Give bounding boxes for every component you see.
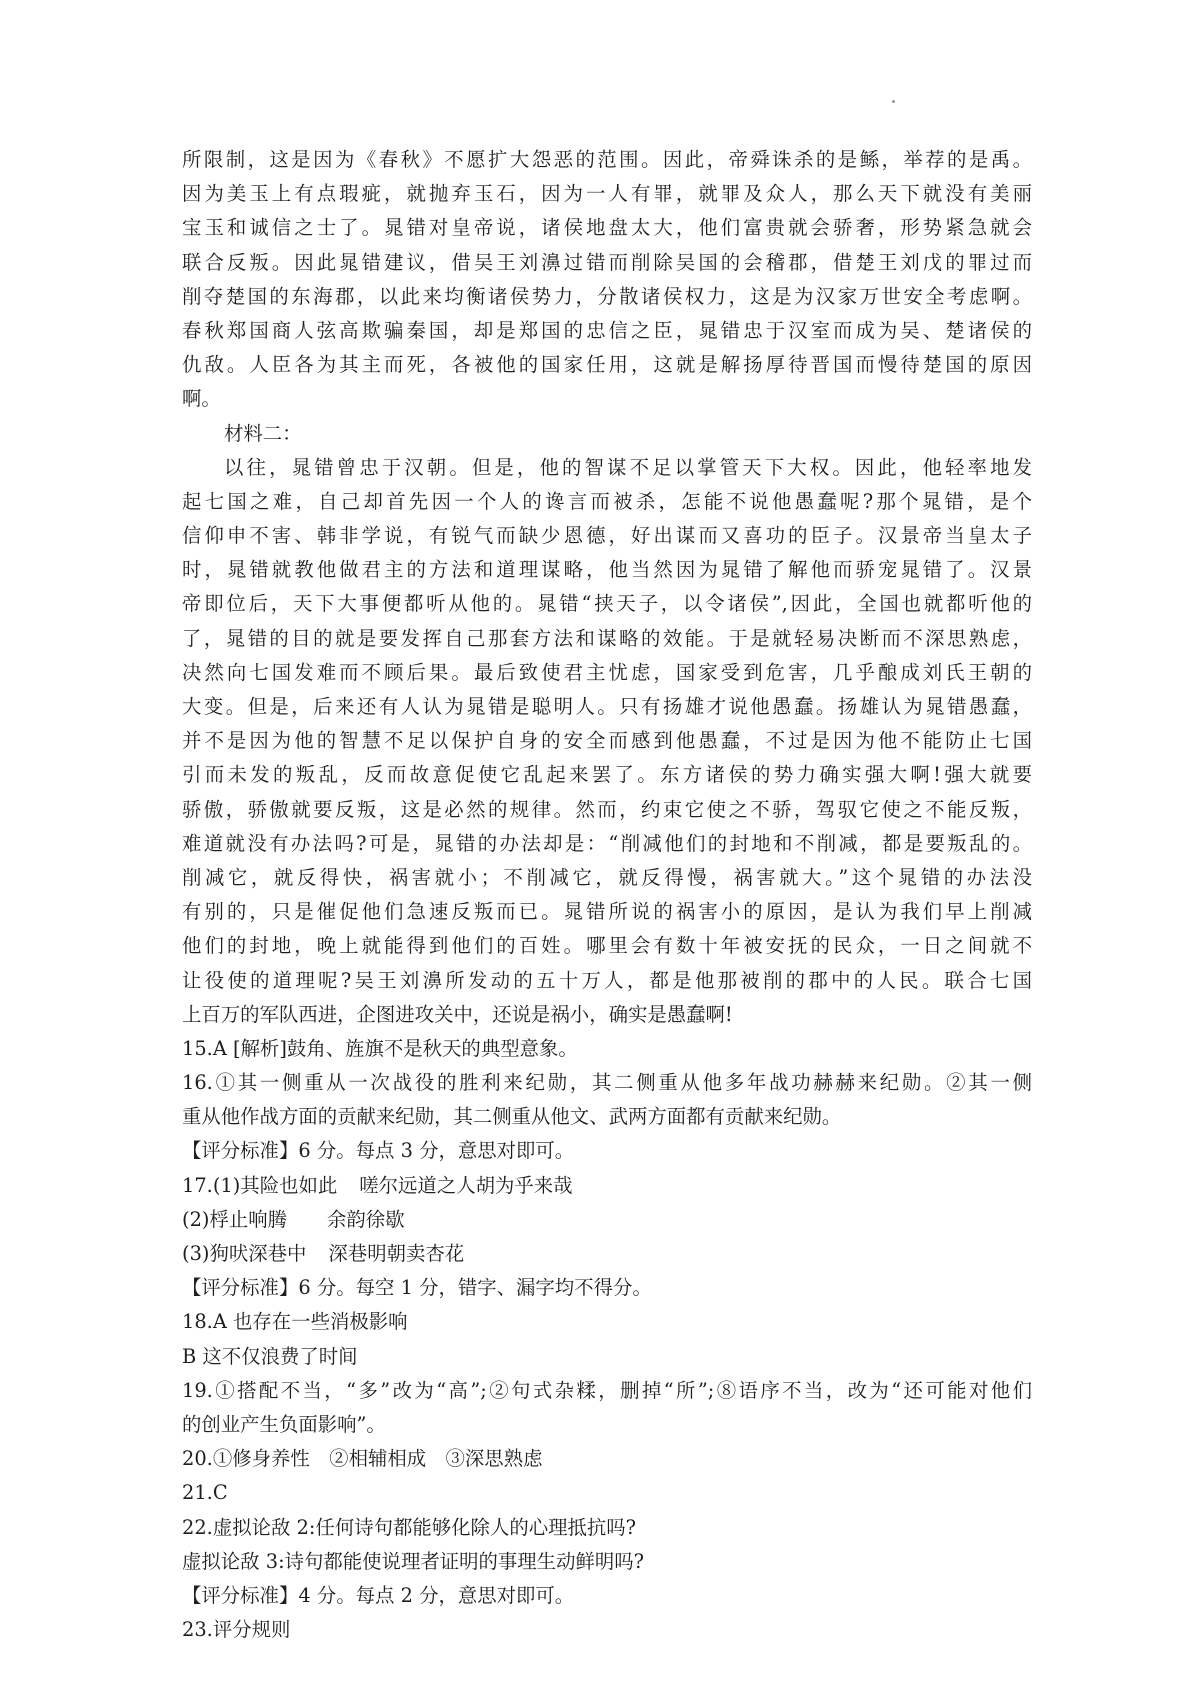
text-line: 他们的封地，晚上就能得到他们的百姓。哪里会有数十年被安抚的民众，一日之间就不: [182, 934, 1032, 958]
text-line: 让役使的道理呢?吴王刘濞所发动的五十万人，都是他那被削的郡中的人民。联合七国: [182, 968, 1032, 992]
text-line: 了，晁错的目的就是要发挥自己那套方法和谋略的效能。于是就轻易决断而不深思熟虑，: [182, 626, 1032, 650]
answer-17-2: [182, 1203, 1032, 1237]
answer-22-line: 22.虚拟论敌 2:任何诗句都能够化除人的心理抵抗吗?: [182, 1515, 637, 1539]
material-one-paragraph: [182, 143, 1032, 417]
text-line: 所限制，这是因为《春秋》不愿扩大怨恶的范围。因此，帝舜诛杀的是鲧，举荐的是禹。: [182, 148, 1032, 171]
material-two-paragraph: [182, 451, 1032, 1032]
text-line: 引而未发的叛乱，反而故意促使它乱起来罢了。东方诸侯的势力确实强大啊!强大就要: [182, 763, 1032, 787]
answer-17-scoring: 【评分标准】6 分。每空 1 分，错字、漏字均不得分。: [182, 1276, 652, 1300]
answer-17-2a: (2)桴止响腾: [182, 1207, 288, 1231]
answer-23: 23.评分规则: [182, 1618, 291, 1642]
material-two-heading: 材料二：: [224, 421, 302, 445]
answer-17-1: [182, 1169, 1032, 1203]
text-line: 有别的，只是催促他们急速反叛而已。晁错所说的祸害小的原因，是认为我们早上削减: [182, 900, 1032, 924]
text-line: 并不是因为他的智慧不足以保护自身的安全而感到他愚蠢，不过是因为他不能防止七国: [182, 729, 1032, 753]
text-line: 难道就没有办法吗?可是，晁错的办法却是：“削减他们的封地和不削减，都是要叛乱的。: [182, 831, 1032, 855]
text-line: 决然向七国发难而不顾后果。最后致使君主忧虑，国家受到危害，几乎酿成刘氏王朝的: [182, 660, 1032, 684]
answer-15: 15.A [解析]鼓角、旌旗不是秋天的典型意象。: [182, 1036, 578, 1060]
answer-17-3b: 深巷明朝卖杏花: [328, 1242, 465, 1265]
text-line: 骄傲，骄傲就要反叛，这是必然的规律。然而，约束它使之不骄，驾驭它使之不能反叛，: [182, 797, 1032, 821]
text-line: 起七国之难，自己却首先因一个人的谗言而被杀，怎能不说他愚蠢呢?那个晁错，是个: [182, 489, 1032, 513]
answer-17-1a: 17.(1)其险也如此: [182, 1173, 338, 1197]
text-line: 削减它，就反得快，祸害就小；不削减它，就反得慢，祸害就大。”这个晁错的办法没: [182, 865, 1032, 889]
text-line: 信仰申不害、韩非学说，有锐气而缺少恩德，好出谋而又喜功的臣子。汉景帝当皇太子: [182, 524, 1032, 548]
text-line: 上百万的军队西进，企图进攻关中，还说是祸小，确实是愚蠢啊!: [182, 1002, 733, 1026]
answer-16-line: 重从他作战方面的贡献来纪勋，其二侧重从他文、武两方面都有贡献来纪勋。: [182, 1105, 842, 1129]
answer-19-line: 的创业产生负面影响”。: [182, 1412, 386, 1436]
text-line: 宝玉和诚信之士了。晁错对皇帝说，诸侯地盘太大，他们富贵就会骄奢，形势紧急就会: [182, 216, 1032, 240]
answer-20: 20.①修身养性 ②相辅相成 ③深思熟虑: [182, 1447, 543, 1471]
text-line: 联合反叛。因此晁错建议，借吴王刘濞过错而削除吴国的会稽郡，借楚王刘戊的罪过而: [182, 250, 1032, 274]
answer-17-3a: (3)狗吠深巷中: [182, 1242, 307, 1265]
answer-18-a: 18.A 也存在一些消极影响: [182, 1310, 408, 1334]
answer-17-1b: 嗟尔远道之人胡为乎来哉: [359, 1173, 573, 1197]
answer-18-b: B 这不仅浪费了时间: [182, 1344, 358, 1368]
document-body: [182, 143, 1032, 1647]
answer-19-line: 19.①搭配不当，“多”改为“高”;②句式杂糅，删掉“所”;⑧语序不当，改为“还可能对他们: [182, 1378, 1032, 1402]
text-line: 帝即位后，天下大事便都听从他的。晁错“挟天子，以令诸侯”,因此，全国也就都听他的: [182, 592, 1032, 616]
answer-22-scoring: 【评分标准】4 分。每点 2 分，意思对即可。: [182, 1583, 575, 1607]
answer-21: 21.C: [182, 1481, 228, 1505]
answer-22-line: 虚拟论敌 3:诗句都能使说理者证明的事理生动鲜明吗?: [182, 1549, 645, 1573]
answer-17-3: [182, 1237, 1032, 1271]
answer-16-line: 16.①其一侧重从一次战役的胜利来纪勋，其二侧重从他多年战功赫赫来纪勋。②其一侧: [182, 1071, 1032, 1095]
text-line: 因为美玉上有点瑕疵，就抛弃玉石，因为一人有罪，就罪及众人，那么天下就没有美丽: [182, 182, 1032, 206]
text-line: 仇敌。人臣各为其主而死，各被他的国家任用，这就是解扬厚待晋国而慢待楚国的原因: [182, 353, 1032, 377]
text-line: 时，晁错就教他做君主的方法和道理谋略，他当然因为晁错了解他而骄宠晁错了。汉景: [182, 558, 1032, 582]
text-line: 春秋郑国商人弦高欺骗秦国，却是郑国的忠信之臣，晁错忠于汉室而成为吴、楚诸侯的: [182, 318, 1032, 342]
answer-17-2b: 余韵徐歇: [327, 1207, 405, 1231]
text-line: 啊。: [182, 387, 221, 411]
scan-speck: [892, 100, 895, 103]
answer-key: [182, 1032, 1032, 1647]
answer-16-scoring: 【评分标准】6 分。每点 3 分，意思对即可。: [182, 1139, 575, 1163]
text-line: 大变。但是，后来还有人认为晁错是聪明人。只有扬雄才说他愚蠢。扬雄认为晁错愚蠢，: [182, 695, 1032, 718]
text-line: 削夺楚国的东海郡，以此来均衡诸侯势力，分散诸侯权力，这是为汉家万世安全考虑啊。: [182, 284, 1032, 308]
text-line: 以往，晁错曾忠于汉朝。但是，他的智谋不足以掌管天下大权。因此，他轻率地发: [224, 455, 1032, 479]
